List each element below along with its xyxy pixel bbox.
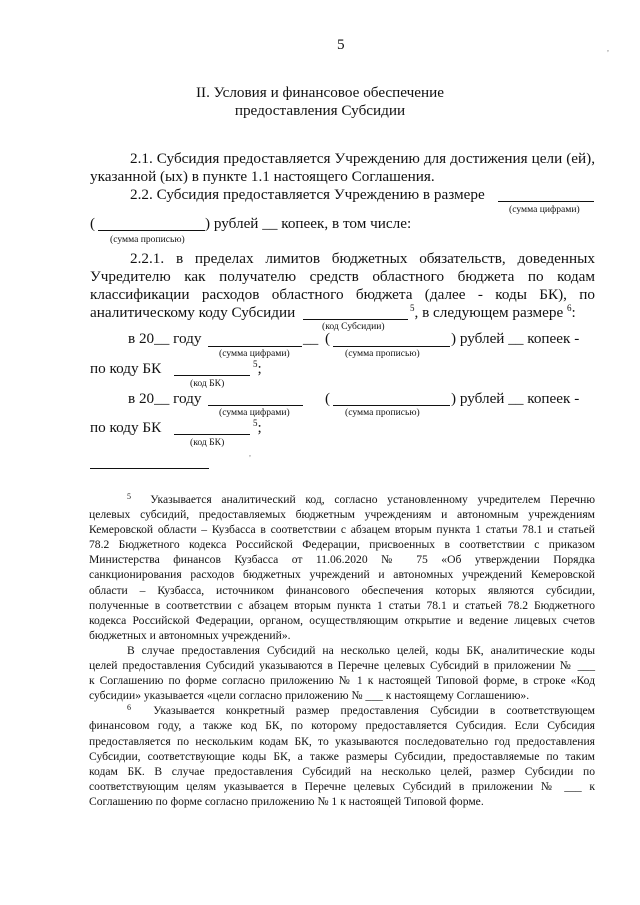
subsidy-code-blank[interactable] xyxy=(303,319,408,320)
open-paren: ( xyxy=(325,390,331,407)
hint-amount-words: (сумма прописью) xyxy=(110,234,185,245)
clause-2-2-1-line2: Учредителю как получателю средств областного бюджета по кодам xyxy=(90,268,595,285)
footnote-6-line: предоставляется по нескольким кодам БК, то указываются последовательно год предоставления xyxy=(89,734,595,748)
footnote-6-line: финансовом году, а также код БК, по которому предоставляется Субсидия. Если Субсидия xyxy=(89,719,595,733)
year-amount-digits-blank[interactable] xyxy=(208,346,302,347)
colon: : xyxy=(571,304,576,321)
word: бюджетных xyxy=(331,250,408,267)
word: обязательств, xyxy=(419,250,506,267)
footnote-6-line: Субсидии, соответствующие коды БК, а также размеры Субсидии, предоставляемые по таким xyxy=(89,749,595,763)
bk-label: по коду БК xyxy=(90,419,162,436)
scan-mark: , xyxy=(249,449,251,458)
footnote-ref-6[interactable]: 6 xyxy=(567,302,572,313)
footnote-6-line: кодам БК. В случае предоставления Субсидий на несколько целей, размер Субсидии по xyxy=(89,764,595,778)
page-number: 5 xyxy=(337,36,345,53)
year-label: в 20__ году xyxy=(128,390,202,407)
footnote-5-line: полученные в соответствии с абзацем вторым пункта 1 статьи 78.1 и статьей 78.2 Бюджетного xyxy=(89,598,595,612)
footnote-separator xyxy=(90,468,209,469)
footnote-ref-5[interactable]: 5 xyxy=(410,302,415,313)
semicolon: ; xyxy=(257,419,262,436)
open-paren: ( xyxy=(325,330,331,347)
clause-2-1-line2: указанной (ых) в пункте 1.1 настоящего Соглашения. xyxy=(90,168,435,185)
hint-amount-words: (сумма прописью) xyxy=(345,348,420,359)
bk-code-blank[interactable] xyxy=(174,434,250,435)
footnote-6-line: Соглашению по форме согласно приложению № 1 к настоящей Типовой форме. xyxy=(89,794,484,808)
amount-digits-blank[interactable] xyxy=(498,201,594,202)
footnote-mark-5: 5 xyxy=(127,492,131,501)
footnote-ref-5[interactable]: 5 xyxy=(253,358,258,369)
year-rest: ) рублей __ копеек - xyxy=(451,390,580,407)
year-amount-words-blank[interactable] xyxy=(333,346,450,347)
amount-words-blank[interactable] xyxy=(98,230,205,231)
hint-amount-digits: (сумма цифрами) xyxy=(219,407,290,418)
footnote-5-para2-line: целей предоставления Субсидий указываются в Перечне целевых Субсидий в приложении № ___ xyxy=(89,659,595,673)
word: пределах xyxy=(194,250,254,267)
year-tail: __ xyxy=(303,330,319,347)
hint-amount-digits: (сумма цифрами) xyxy=(219,348,290,359)
footnote-5-line: бюджетных и автономных учреждений». xyxy=(89,628,291,642)
bk-suffix xyxy=(253,360,262,378)
footnote-ref-5[interactable]: 5 xyxy=(253,417,258,428)
year-rest: ) рублей __ копеек - xyxy=(451,330,580,347)
footnote-5-line: санкционирования расходов бюджетных учреждений и автономных учреждений Кемеровской xyxy=(89,568,595,582)
hint-amount-words: (сумма прописью) xyxy=(345,407,420,418)
bk-suffix xyxy=(253,419,262,437)
footnote-5-line: $^5$ Указывается аналитический код, согласно установленному учредителем Перечню xyxy=(127,492,595,506)
word: 2.2.1. xyxy=(130,250,165,267)
bk-label: по коду БК xyxy=(90,360,162,377)
year-amount-words-blank[interactable] xyxy=(333,405,450,406)
footnote-5-para2-line: В случае предоставления Субсидий на несколько целей, коды БК, аналитические коды xyxy=(127,643,595,657)
footnote-5-para2-line: субсидии» указывается «цели согласно приложению № ___ к настоящему Соглашению». xyxy=(89,689,530,703)
hint-bk-code: (код БК) xyxy=(190,378,225,389)
footnote-mark-6: 6 xyxy=(127,703,131,713)
clause-2-2-1-line4b xyxy=(410,304,576,322)
clause-2-2-1-line3: классификации расходов областного бюджета (далее - коды БК), по xyxy=(90,286,595,303)
clause-text: , в следующем размере xyxy=(414,304,564,321)
footnote-6-line: соответствующим целям указывается в Перечне целевых Субсидий в приложении № ___ к xyxy=(89,779,595,793)
open-paren: ( xyxy=(90,215,96,232)
footnote-5 xyxy=(89,492,595,809)
footnote-5-line: кодекса Российской Федерации, органом, осуществляющим открытие и ведение лицевых счетов xyxy=(89,613,595,627)
semicolon: ; xyxy=(257,360,262,377)
clause-2-1-line1: 2.1. Субсидия предоставляется Учреждению для достижения цели (ей), xyxy=(130,150,595,167)
footnote-5-line: области – Кузбасса, источником финансового обеспечения которых являются субсидии, xyxy=(89,583,595,597)
word: лимитов xyxy=(265,250,320,267)
word: доведенных xyxy=(517,250,595,267)
section-title-line2: предоставления Субсидии xyxy=(234,102,406,119)
footnote-5-line: 78.2 Бюджетного кодекса Российской Федерации, присвоенных в соответствии с приказом xyxy=(89,538,595,552)
section-title-line1: II. Условия и финансовое обеспечение xyxy=(195,84,445,101)
word: в xyxy=(175,250,184,267)
clause-2-2-1-line4a: аналитическому коду Субсидии xyxy=(90,304,296,321)
footnote-5-line: целевых субсидий, предоставляемых бюджетным учреждениям и автономным учреждениям xyxy=(89,508,595,522)
hint-amount-digits: (сумма цифрами) xyxy=(509,204,580,215)
footnote-6-line: $^6$ Указывается конкретный размер предоставления Субсидии в соответствующем xyxy=(127,703,595,718)
hint-subsidy-code: (код Субсидии) xyxy=(322,321,385,332)
bk-code-blank[interactable] xyxy=(174,375,250,376)
footnote-5-line: Кемеровской области – Кузбасса в соответствии с абзацем вторым пункта 1 статьи 78.1 и статьей xyxy=(89,523,595,537)
clause-2-2-line1: 2.2. Субсидия предоставляется Учреждению в размере xyxy=(130,186,485,203)
footnote-5-para2-line: к Соглашению по форме согласно приложению № 1 к настоящей Типовой форме, в строке «Код xyxy=(89,674,595,688)
scan-mark: , xyxy=(607,44,609,53)
year-amount-digits-blank[interactable] xyxy=(208,405,303,406)
footnote-5-line: Министерства финансов Кузбасса от 11.06.2020 № 75 «Об утверждении Порядка xyxy=(89,553,595,567)
clause-2-2-1-line1 xyxy=(130,250,595,268)
hint-bk-code: (код БК) xyxy=(190,437,225,448)
clause-2-2-line2: ) рублей __ копеек, в том числе: xyxy=(205,215,412,232)
year-label: в 20__ году xyxy=(128,330,202,347)
